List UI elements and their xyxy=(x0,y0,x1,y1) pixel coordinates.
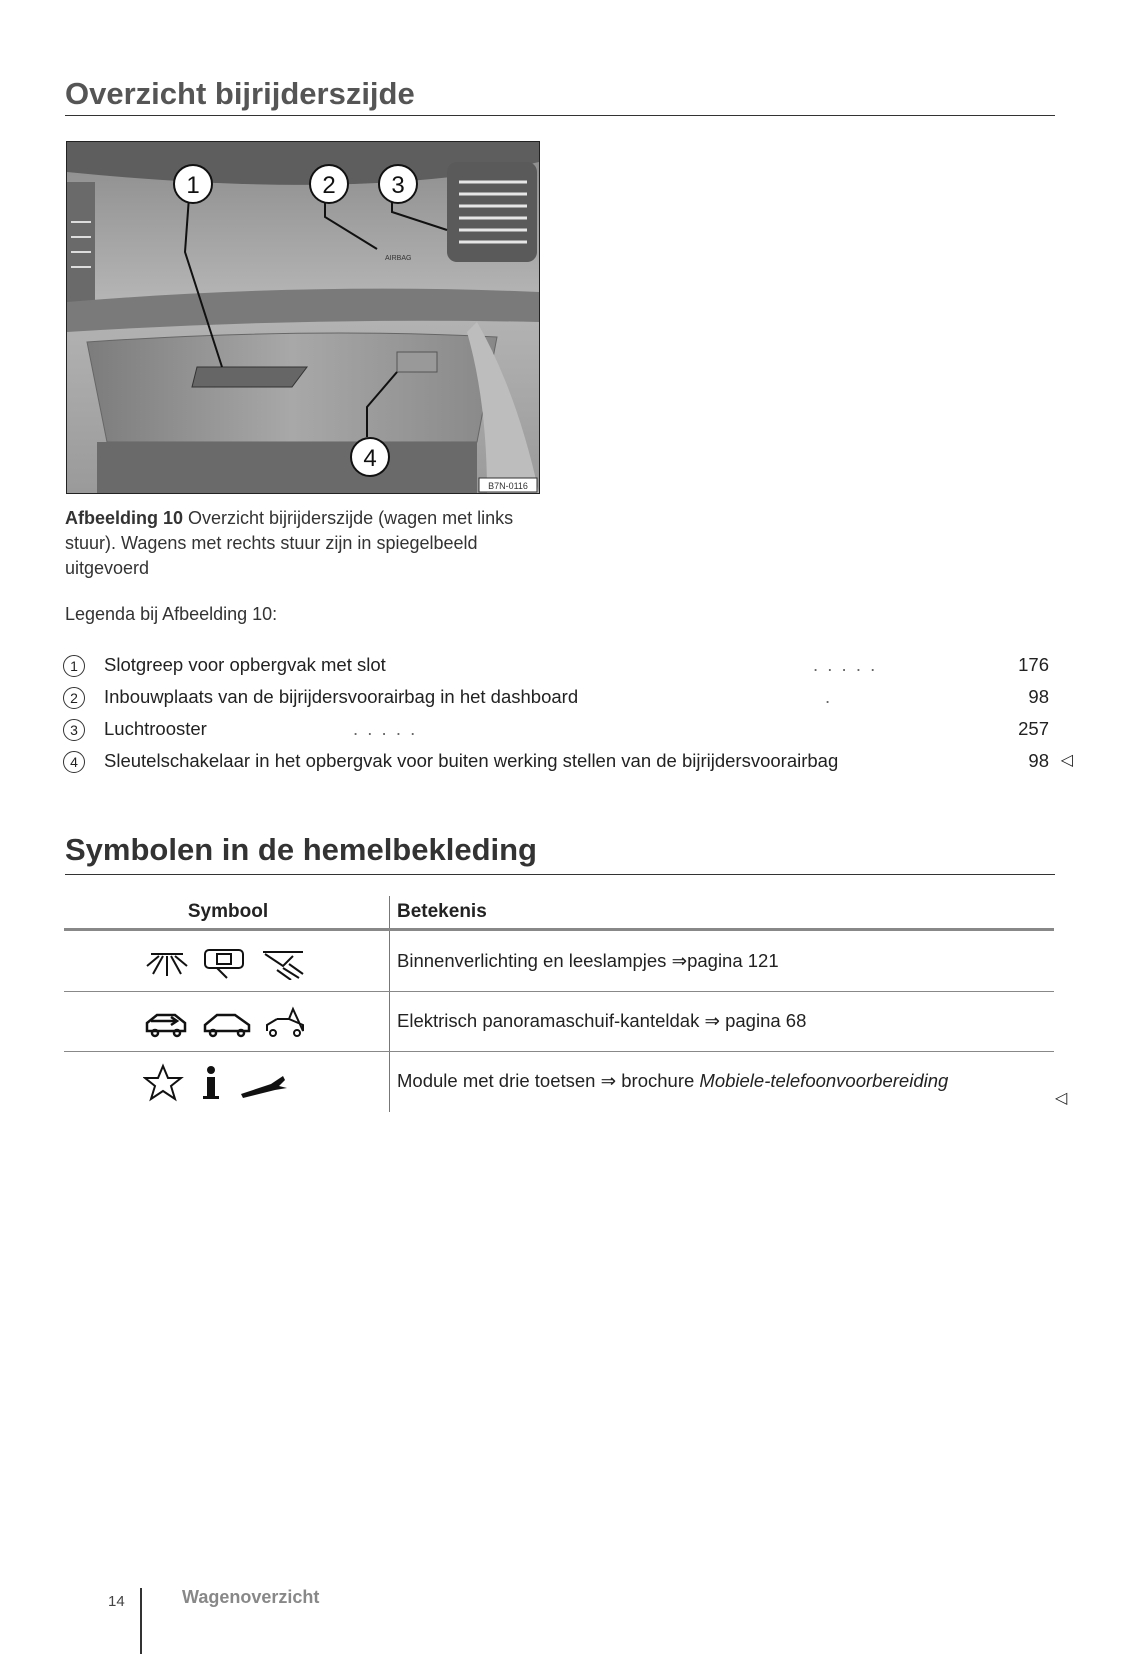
item-page[interactable]: 257 xyxy=(1018,718,1049,739)
callout-2-label: 2 xyxy=(322,172,336,199)
table-row-symbols xyxy=(66,946,390,985)
wrench-icon xyxy=(241,1076,287,1098)
row-divider xyxy=(64,991,1054,992)
spot-light-icon xyxy=(263,952,303,980)
info-icon xyxy=(203,1066,219,1099)
table-row-symbols xyxy=(66,1005,390,1044)
caption-label: Afbeelding 10 xyxy=(65,508,184,528)
item-text: Inbouwplaats van de bijrijdersvoorairbag in het dashboard xyxy=(104,686,579,707)
callout-4-label: 4 xyxy=(363,445,377,472)
table-row-meaning: Binnenverlichting en leeslampjes ⇒pagina 121 xyxy=(397,950,779,971)
item-dots: . . . . . xyxy=(813,654,878,675)
row-divider xyxy=(64,1051,1054,1052)
item-number: 1 xyxy=(63,655,85,677)
item-page[interactable]: 176 xyxy=(1018,654,1049,675)
figure-dashboard-photo xyxy=(66,141,540,494)
figure-code: B7N-0116 xyxy=(488,481,528,491)
title-rule xyxy=(65,874,1055,875)
item-number: 3 xyxy=(63,719,85,741)
section-title: Symbolen in de hemelbekleding xyxy=(65,832,537,867)
car-roof-tilt-icon xyxy=(267,1009,303,1036)
legend-title: Legenda bij Afbeelding 10: xyxy=(65,604,278,624)
star-icon xyxy=(145,1066,181,1099)
item-page[interactable]: 98 xyxy=(1028,750,1049,771)
table-header-symbol: Symbool xyxy=(187,901,269,922)
item-text: Sleutelschakelaar in het opbergvak voor buiten werking stellen van de bijrijdersvoorairbag xyxy=(104,750,839,771)
item-text: Luchtrooster xyxy=(104,718,207,739)
chapter-title: Wagenoverzicht xyxy=(182,1587,320,1607)
section-end-icon: ◁ xyxy=(1060,752,1073,769)
table-row-meaning xyxy=(397,1070,948,1092)
sunroof-slide-icon xyxy=(147,1015,185,1036)
item-dots: . . . . . xyxy=(353,718,418,739)
figure-caption xyxy=(65,506,535,581)
caption-text: Overzicht bijrijderszijde (wagen met links stuur). Wagens met rechts stuur zijn in spiegelbeeld uitgevoerd xyxy=(65,508,514,578)
reading-light-icon xyxy=(205,950,243,978)
meaning-text: Module met drie toetsen ⇒ brochure xyxy=(397,1070,700,1091)
car-roof-closed-icon xyxy=(205,1015,249,1036)
item-dots: . xyxy=(825,686,833,707)
legend-item xyxy=(63,684,1083,714)
table-row-symbols xyxy=(66,1062,390,1107)
interior-light-icon xyxy=(147,954,187,976)
item-page[interactable]: 98 xyxy=(1028,686,1049,707)
section-title: Overzicht bijrijderszijde xyxy=(65,76,415,111)
legend-item xyxy=(63,748,1083,778)
item-text: Slotgreep voor opbergvak met slot xyxy=(104,654,386,675)
legend-item xyxy=(63,716,1083,746)
page-number: 14 xyxy=(108,1593,125,1610)
brochure-title: Mobiele-telefoonvoorbereiding xyxy=(699,1070,949,1091)
callout-1-label: 1 xyxy=(186,172,200,199)
legend-item xyxy=(63,652,1083,682)
header-rule xyxy=(64,928,1054,931)
title-rule xyxy=(65,115,1055,116)
item-number: 2 xyxy=(63,687,85,709)
callout-3-label: 3 xyxy=(391,172,405,199)
item-number: 4 xyxy=(63,751,85,773)
table-header-meaning: Betekenis xyxy=(397,901,487,922)
table-row-meaning: Elektrisch panoramaschuif-kanteldak ⇒ pagina 68 xyxy=(397,1010,807,1031)
footer-divider xyxy=(140,1588,142,1654)
section-end-icon: ◁ xyxy=(1055,1090,1068,1107)
airbag-label: AIRBAG xyxy=(385,255,412,262)
